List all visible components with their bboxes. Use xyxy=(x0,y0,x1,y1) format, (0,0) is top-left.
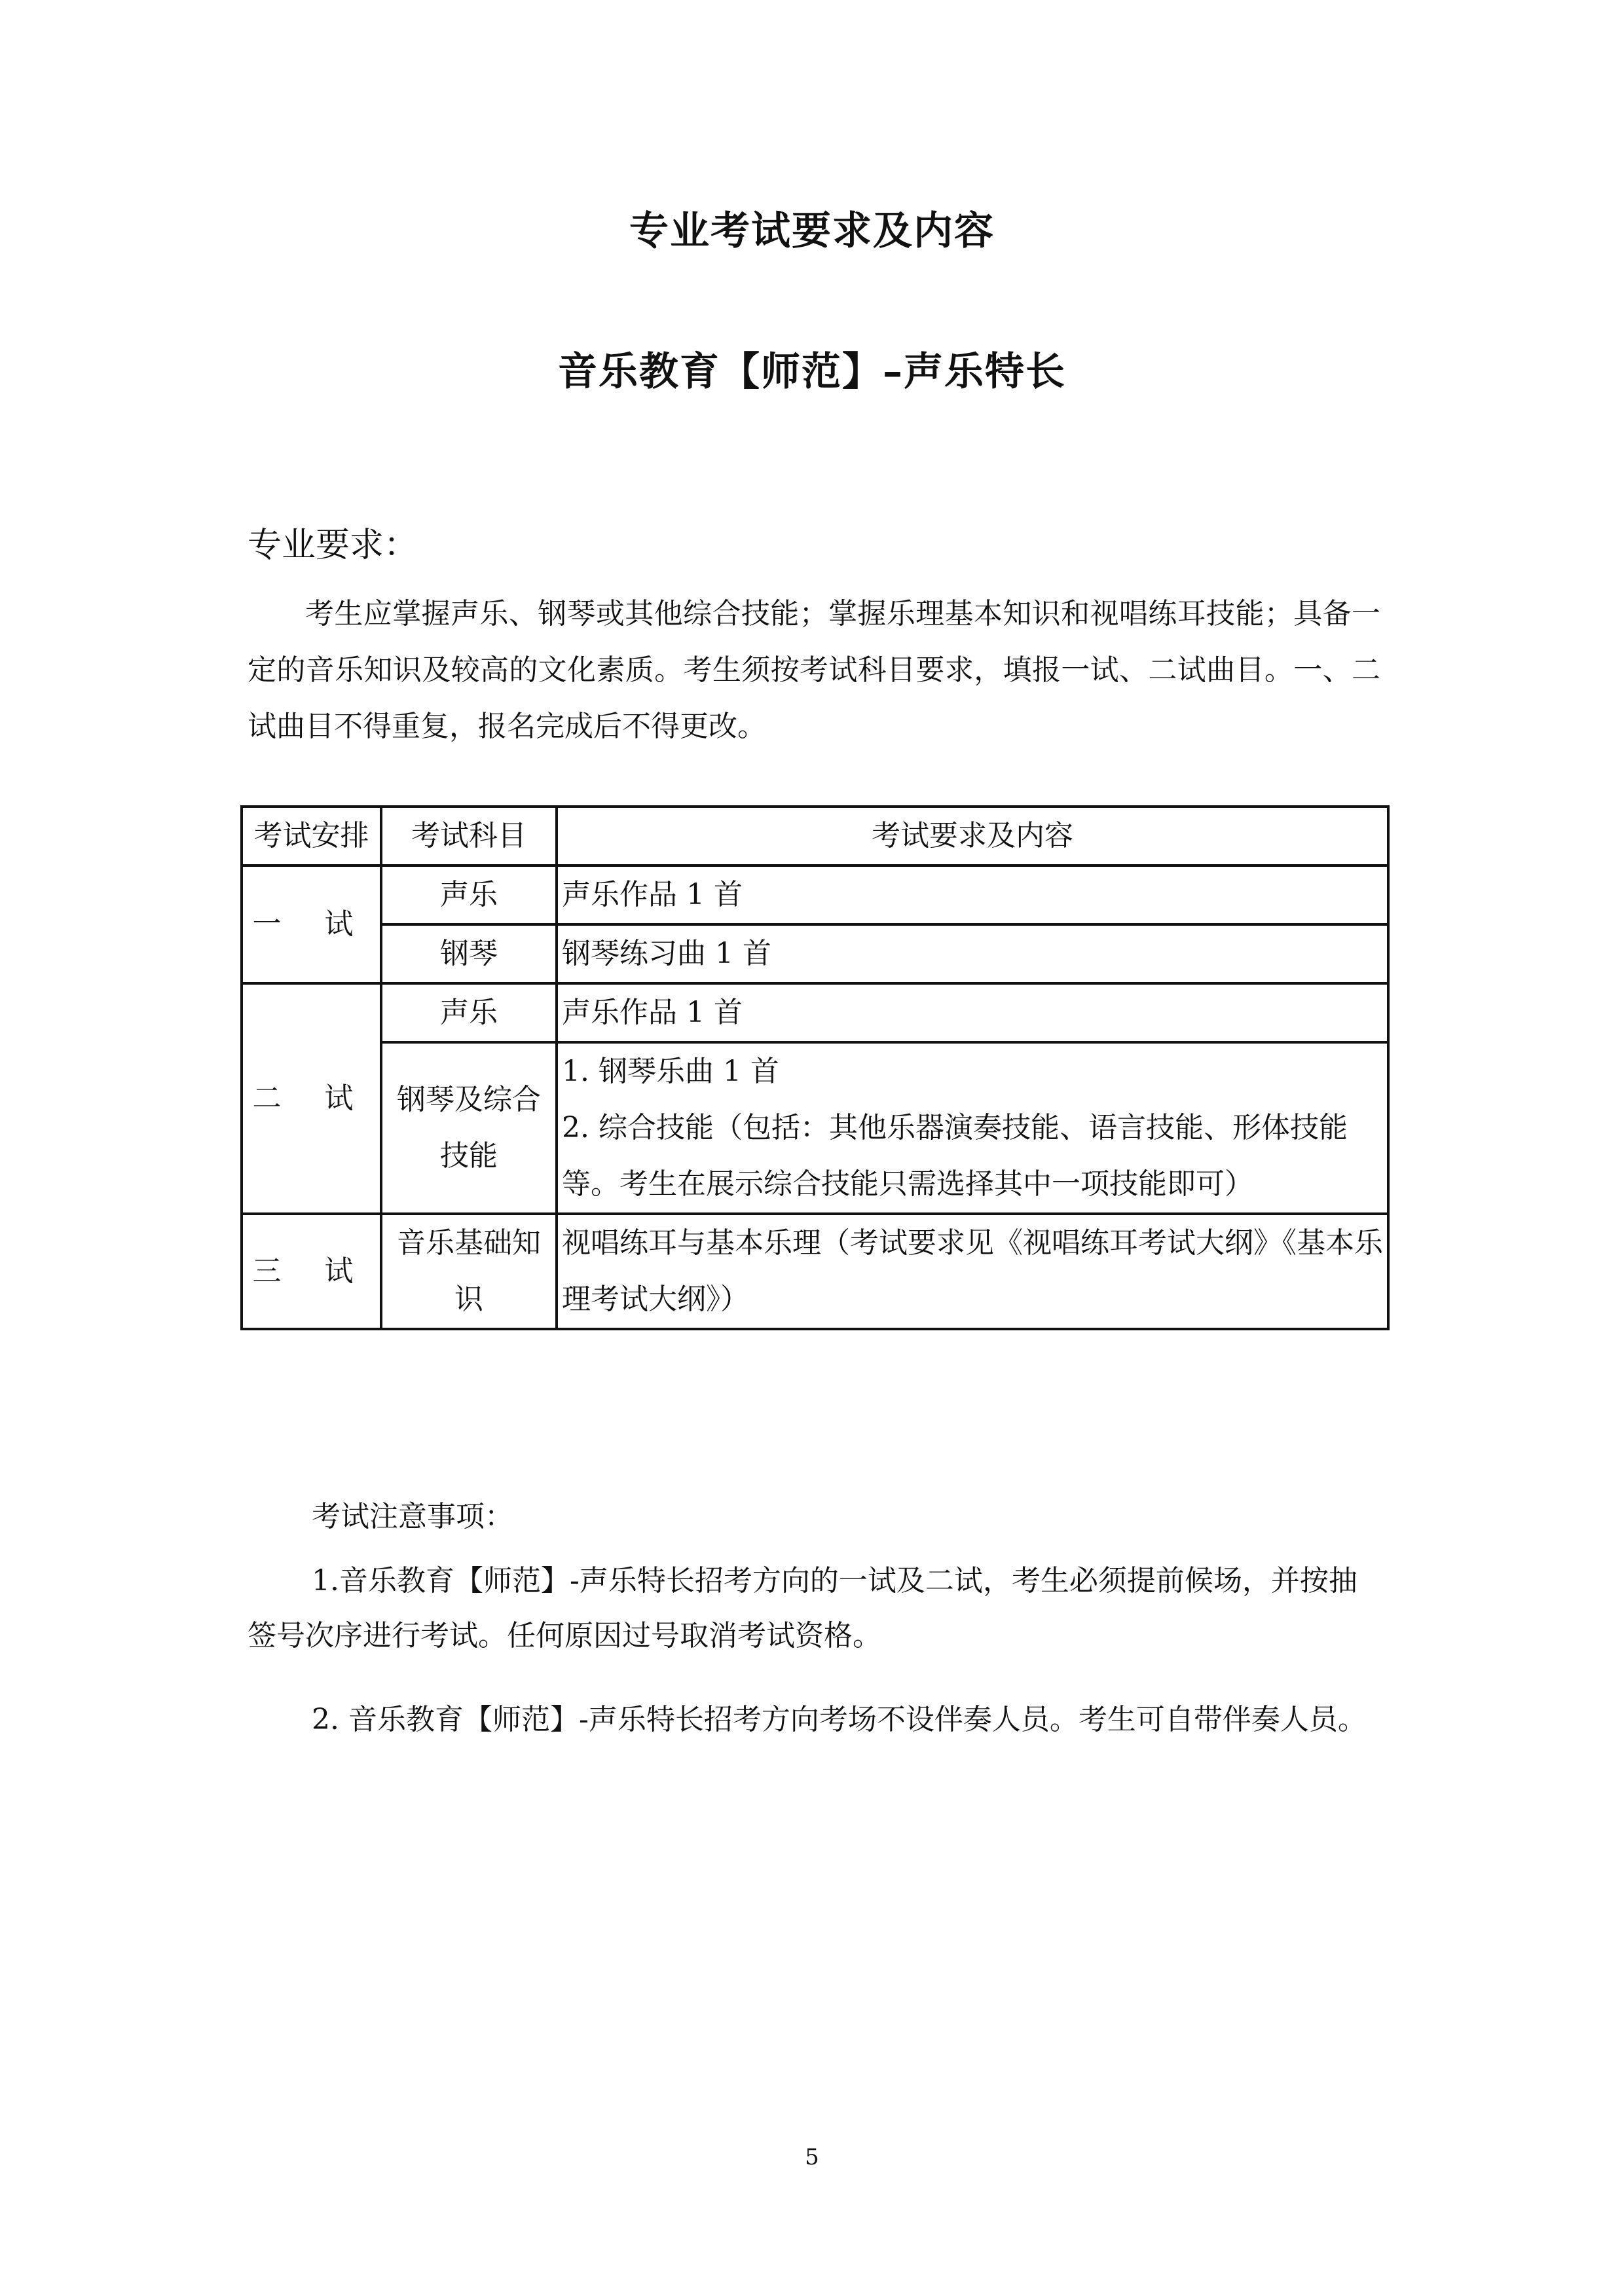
note-item: 2. 音乐教育【师范】-声乐特长招考方向考场不设伴奏人员。考生可自带伴奏人员。 xyxy=(312,1703,1367,1736)
row-content: 声乐作品 1 首 xyxy=(557,866,1388,924)
notes-heading: 考试注意事项： xyxy=(312,1500,513,1533)
content-line: 1. 钢琴乐曲 1 首 xyxy=(562,1055,779,1088)
requirements-paragraph: 考生应掌握声乐、钢琴或其他综合技能；掌握乐理基本知识和视唱练耳技能；具备一定的音乐知识及较高的文化素质。考生须按考试科目要求，填报一试、二试曲目。一、二试曲目不得重复，报名完成后不得更改。 xyxy=(248,597,1380,743)
requirements-heading: 专业要求： xyxy=(248,526,418,565)
page-subtitle: 音乐教育【师范】–声乐特长 xyxy=(558,349,1066,395)
table-row xyxy=(242,1042,1388,1214)
page-title: 专业考试要求及内容 xyxy=(629,208,995,254)
row-content: 声乐作品 1 首 xyxy=(557,983,1388,1042)
exam-table xyxy=(240,805,1390,1330)
row-subject: 钢琴 xyxy=(381,924,557,983)
header-subject: 考试科目 xyxy=(381,807,557,866)
row-content: 钢琴练习曲 1 首 xyxy=(557,924,1388,983)
table-row xyxy=(242,983,1388,1042)
note-item: 1.音乐教育【师范】-声乐特长招考方向的一试及二试，考生必须提前候场，并按抽签号次序进行考试。任何原因过号取消考试资格。 xyxy=(248,1564,1357,1652)
round-3-label: 三 试 xyxy=(242,1214,381,1329)
table-row xyxy=(242,866,1388,924)
row-subject: 声乐 xyxy=(381,866,557,924)
row-subject: 声乐 xyxy=(381,983,557,1042)
table-row xyxy=(242,1214,1388,1329)
row-content xyxy=(557,1042,1388,1214)
row-subject: 钢琴及综合技能 xyxy=(381,1042,557,1214)
content-line: 2. 综合技能（包括：其他乐器演奏技能、语言技能、形体技能等。考生在展示综合技能只需选择其中一项技能即可） xyxy=(562,1111,1348,1201)
row-content: 视唱练耳与基本乐理（考试要求见《视唱练耳考试大纲》《基本乐理考试大纲》） xyxy=(557,1214,1388,1329)
round-1-label: 一 试 xyxy=(242,866,381,983)
table-header-row xyxy=(242,807,1388,866)
header-content: 考试要求及内容 xyxy=(557,807,1388,866)
table-row xyxy=(242,924,1388,983)
round-2-label: 二 试 xyxy=(242,983,381,1214)
row-subject: 音乐基础知识 xyxy=(381,1214,557,1329)
page-number: 5 xyxy=(805,2144,819,2170)
header-arrangement: 考试安排 xyxy=(242,807,381,866)
